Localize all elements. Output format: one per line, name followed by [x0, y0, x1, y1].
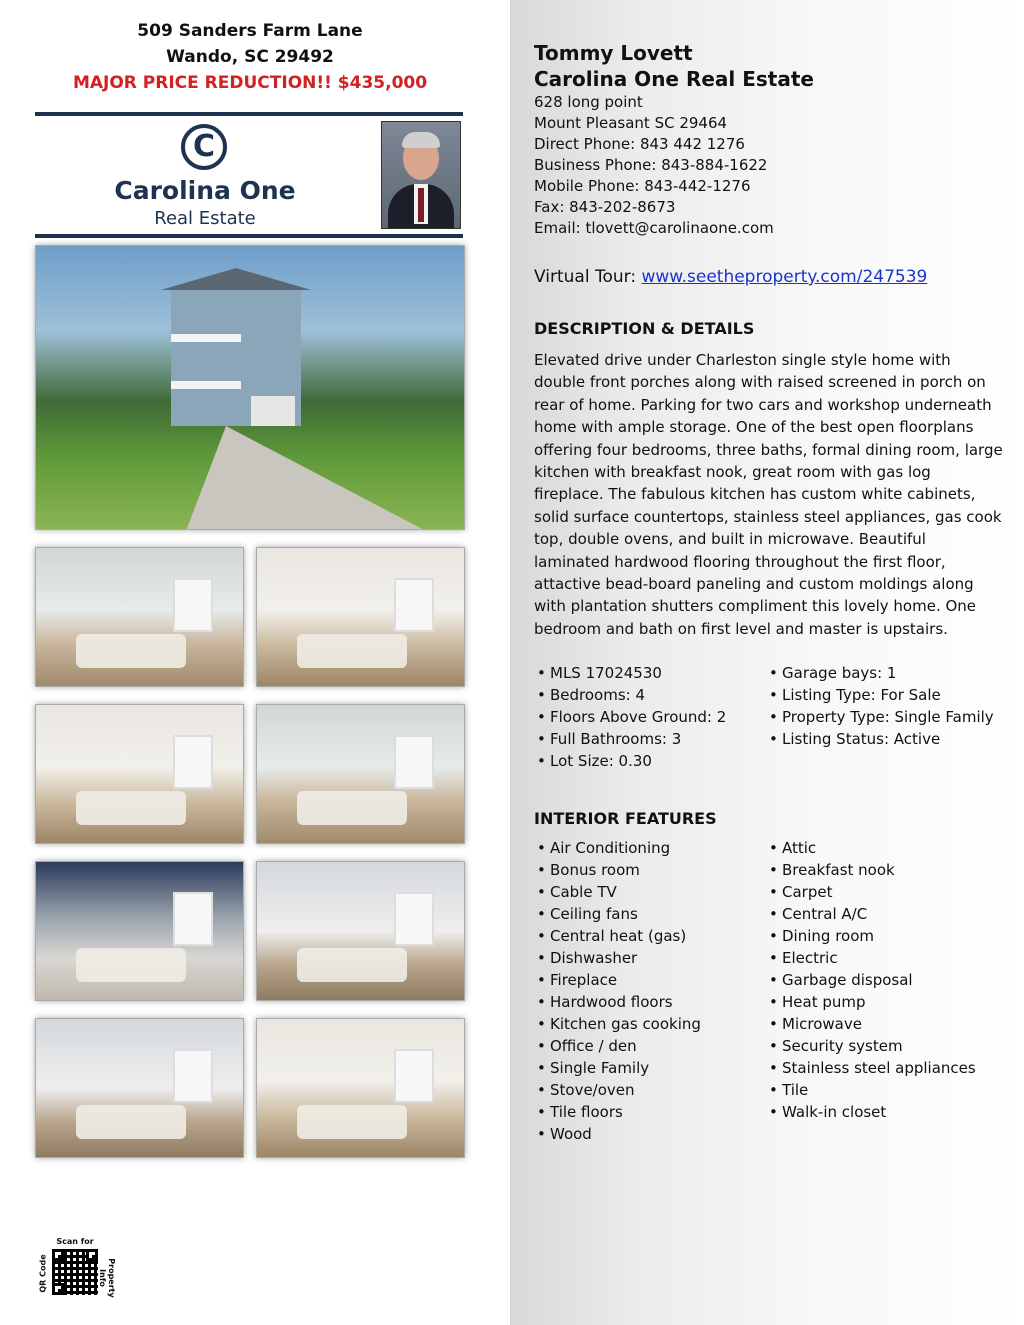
- price-banner: MAJOR PRICE REDUCTION!! $435,000: [72, 73, 428, 93]
- feature-item: • Garbage disposal: [766, 969, 976, 991]
- house-illustration: [171, 286, 301, 426]
- detail-item: • Lot Size: 0.30: [534, 750, 726, 772]
- contact-city: Mount Pleasant SC 29464: [534, 114, 728, 132]
- feature-item: • Single Family: [534, 1057, 701, 1079]
- agent-company: Carolina One Real Estate: [534, 67, 814, 91]
- description-text: Elevated drive under Charleston single style home with double front porches along with raised screened in porch on rear of home. Parking for two cars and workshop underneath home with ample storage. One of the best open floorplans offering four bedrooms, three baths, formal dining room, large kitchen with breakfast nook, great room with gas log fireplace. The fabulous kitchen has custom white cabinets, solid surface countertops, stainless steel appliances, gas cook top, double ovens, and built in microwave. Beautiful laminated hardwood flooring throughout the first floor, attactive bead-board paneling and custom moldings along with plantation shutters compliment this lovely home. One bedroom and bath on first level and master is upstairs.: [534, 351, 1003, 638]
- detail-item: • Garage bays: 1: [766, 662, 994, 684]
- detail-item: • MLS 17024530: [534, 662, 726, 684]
- agent-contact: [534, 92, 774, 239]
- feature-item: • Office / den: [534, 1035, 701, 1057]
- great-room-photo[interactable]: [256, 704, 465, 844]
- feature-item: • Cable TV: [534, 881, 701, 903]
- detail-item: • Full Bathrooms: 3: [534, 728, 726, 750]
- feature-item: • Attic: [766, 837, 976, 859]
- feature-item: • Heat pump: [766, 991, 976, 1013]
- virtual-tour-label: Virtual Tour:: [534, 267, 642, 287]
- living-room-photo[interactable]: [35, 547, 244, 687]
- feature-item: • Walk-in closet: [766, 1101, 976, 1123]
- interior-list-left: [534, 837, 701, 1145]
- feature-item: • Hardwood floors: [534, 991, 701, 1013]
- virtual-tour: [534, 265, 927, 289]
- description-heading: DESCRIPTION & DETAILS: [534, 319, 755, 338]
- feature-item: • Fireplace: [534, 969, 701, 991]
- interior-heading: INTERIOR FEATURES: [534, 809, 717, 828]
- logo-subtitle: Real Estate: [154, 208, 256, 229]
- detail-item: • Listing Status: Active: [766, 728, 994, 750]
- feature-item: • Bonus room: [534, 859, 701, 881]
- detail-item: • Floors Above Ground: 2: [534, 706, 726, 728]
- feature-item: • Central A/C: [766, 903, 976, 925]
- exterior-photo[interactable]: [35, 245, 465, 530]
- qr-caption-right: Property Info: [98, 1258, 116, 1298]
- qr-code-icon[interactable]: [52, 1249, 98, 1295]
- master-bedroom-photo[interactable]: [35, 1018, 244, 1158]
- feature-item: • Central heat (gas): [534, 925, 701, 947]
- left-panel: [0, 0, 510, 1325]
- contact-direct-phone: Direct Phone: 843 442 1276: [534, 135, 745, 153]
- feature-item: • Wood: [534, 1123, 701, 1145]
- feature-item: • Tile floors: [534, 1101, 701, 1123]
- address-line-2: Wando, SC 29492: [166, 47, 334, 67]
- qr-caption-top: Scan for: [56, 1237, 94, 1246]
- contact-business-phone: Business Phone: 843-884-1622: [534, 156, 768, 174]
- bedroom-photo[interactable]: [256, 1018, 465, 1158]
- feature-item: • Ceiling fans: [534, 903, 701, 925]
- feature-item: • Stainless steel appliances: [766, 1057, 976, 1079]
- interior-list-right: [766, 837, 976, 1123]
- virtual-tour-link[interactable]: www.seetheproperty.com/247539: [641, 267, 928, 287]
- dining-kitchen-photo[interactable]: [256, 547, 465, 687]
- feature-item: • Microwave: [766, 1013, 976, 1035]
- bonus-room-photo[interactable]: [256, 861, 465, 1001]
- carolina-one-logo-icon: [181, 124, 227, 170]
- feature-item: • Kitchen gas cooking: [534, 1013, 701, 1035]
- feature-item: • Tile: [766, 1079, 976, 1101]
- detail-item: • Property Type: Single Family: [766, 706, 994, 728]
- detail-item: • Bedrooms: 4: [534, 684, 726, 706]
- feature-item: • Stove/oven: [534, 1079, 701, 1101]
- contact-mobile-phone: Mobile Phone: 843-442-1276: [534, 177, 751, 195]
- contact-address: 628 long point: [534, 93, 643, 111]
- details-list-right: [766, 662, 994, 750]
- kitchen-photo[interactable]: [35, 704, 244, 844]
- brand-banner: [35, 112, 463, 238]
- office-photo[interactable]: [35, 861, 244, 1001]
- feature-item: • Electric: [766, 947, 976, 969]
- feature-item: • Dishwasher: [534, 947, 701, 969]
- agent-name: Tommy Lovett: [534, 41, 693, 65]
- details-list-left: [534, 662, 726, 772]
- feature-item: • Dining room: [766, 925, 976, 947]
- feature-item: • Air Conditioning: [534, 837, 701, 859]
- qr-code-block[interactable]: [38, 1235, 116, 1309]
- qr-caption-left: QR Code: [38, 1254, 48, 1293]
- contact-email: Email: tlovett@carolinaone.com: [534, 219, 774, 237]
- feature-item: • Breakfast nook: [766, 859, 976, 881]
- listing-header: [35, 18, 465, 96]
- feature-item: • Carpet: [766, 881, 976, 903]
- detail-item: • Listing Type: For Sale: [766, 684, 994, 706]
- logo-letter: C: [192, 129, 216, 164]
- address-line-1: 509 Sanders Farm Lane: [137, 21, 363, 41]
- contact-fax: Fax: 843-202-8673: [534, 198, 676, 216]
- feature-item: • Security system: [766, 1035, 976, 1057]
- agent-photo: [381, 121, 461, 229]
- logo-name: Carolina One: [114, 176, 296, 205]
